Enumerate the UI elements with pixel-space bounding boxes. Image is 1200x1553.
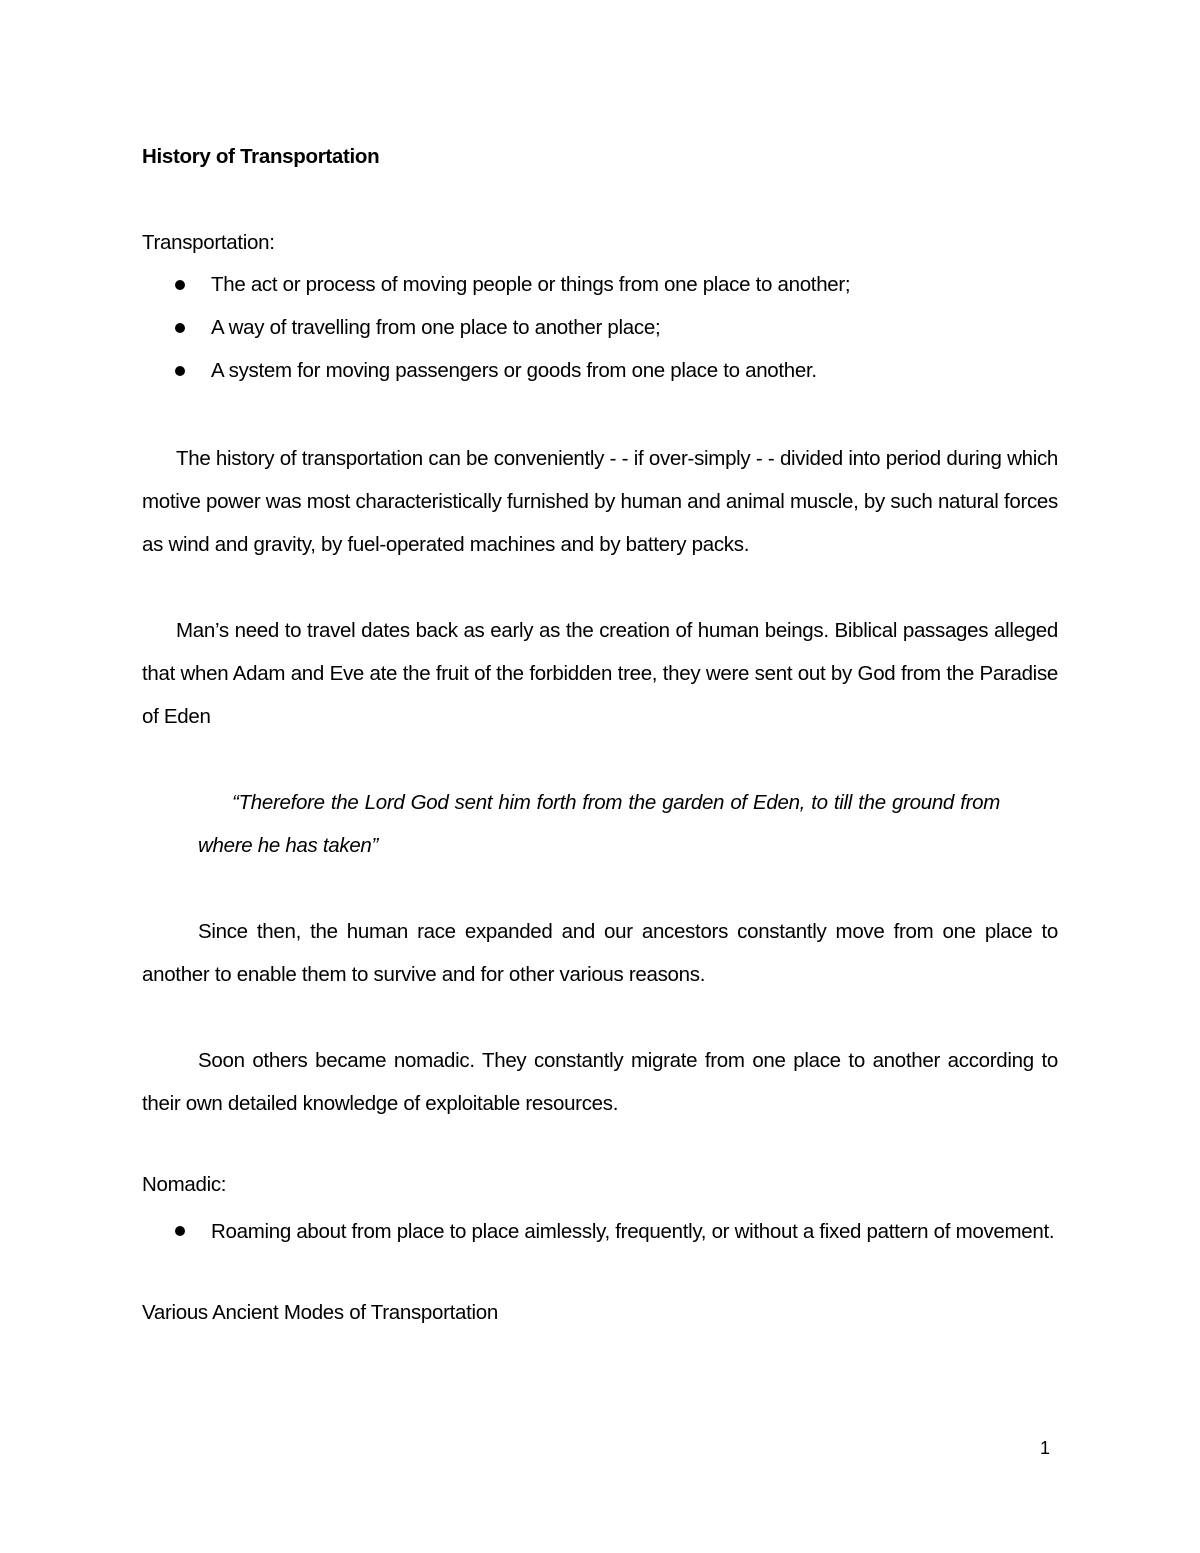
definition-item <box>142 311 1058 345</box>
biblical-quote: “Therefore the Lord God sent him forth from the garden of Eden, to till the ground from where he has taken” <box>198 791 1000 857</box>
definition-item <box>142 268 1058 302</box>
bullet-icon <box>175 280 185 290</box>
bullet-icon <box>175 1226 185 1236</box>
definition-text: The act or process of moving people or things from one place to another; <box>211 273 851 296</box>
bullet-icon <box>175 323 185 333</box>
transportation-label: Transportation: <box>142 231 275 254</box>
section-heading: Various Ancient Modes of Transportation <box>142 1301 498 1324</box>
bullet-icon <box>175 366 185 376</box>
paragraph-mans-need: Man’s need to travel dates back as early as the creation of human beings. Biblical passages alleged that when Adam and Eve ate the fruit of the forbidden tree, they were sent out by God from the Paradise of Eden <box>142 619 1058 728</box>
definition-item <box>142 1210 1058 1253</box>
paragraph-nomadic: Soon others became nomadic. They constantly migrate from one place to another according to their own detailed knowledge of exploitable resources. <box>142 1049 1058 1115</box>
nomadic-definitions <box>142 1210 1058 1253</box>
nomadic-label: Nomadic: <box>142 1173 227 1196</box>
definition-text: A way of travelling from one place to another place; <box>211 316 661 339</box>
page-number: 1 <box>1040 1438 1051 1458</box>
definition-text: Roaming about from place to place aimlessly, frequently, or without a fixed pattern of movement. <box>211 1220 1055 1243</box>
document-title: History of Transportation <box>142 145 380 168</box>
page-content <box>142 140 1058 1330</box>
paragraph-since-then: Since then, the human race expanded and our ancestors constantly move from one place to another to enable them to survive and for other various reasons. <box>142 920 1058 986</box>
transportation-definitions <box>142 268 1058 388</box>
definition-text: A system for moving passengers or goods from one place to another. <box>211 359 817 382</box>
paragraph-history: The history of transportation can be conveniently - - if over-simply - - divided into period during which motive power was most characteristically furnished by human and animal muscle, by such natural forces as wind and gravity, by fuel-operated machines and by battery packs. <box>142 447 1058 556</box>
definition-item <box>142 354 1058 388</box>
